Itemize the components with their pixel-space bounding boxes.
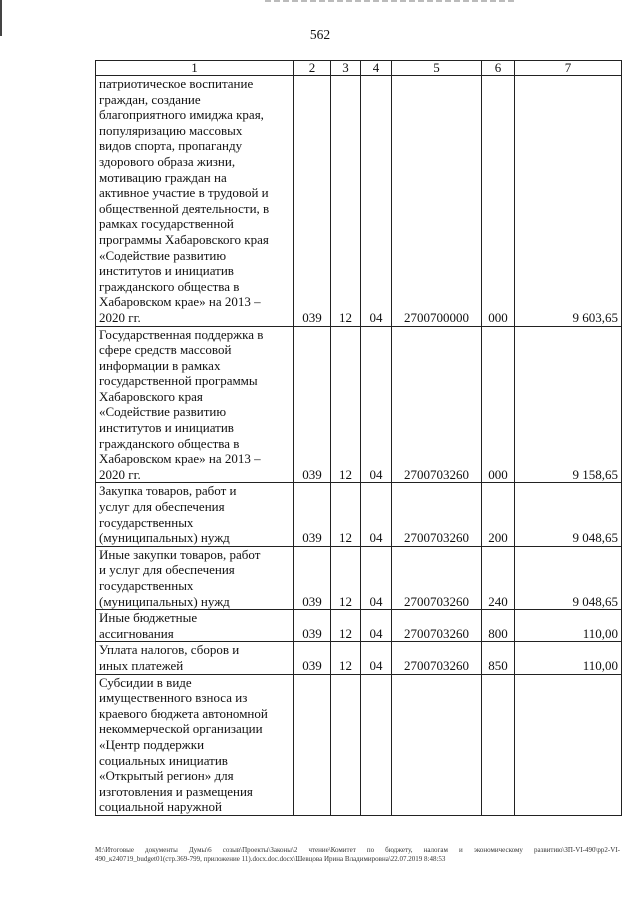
description-line: услуг для обеспечения [99, 499, 225, 515]
description-line: иных платежей [99, 657, 184, 673]
description-line: видов спорта, пропаганду [99, 138, 243, 154]
scan-top-artifact [265, 0, 515, 2]
gov-code-cell: 039 [294, 642, 331, 674]
expense-type-cell: 800 [482, 610, 515, 642]
subsection-cell: 04 [361, 326, 392, 483]
description-line: институтов и инициатив [99, 263, 234, 279]
section-cell: 12 [331, 642, 361, 674]
expense-type-cell: 240 [482, 546, 515, 609]
section-cell: 12 [331, 76, 361, 327]
target-article-cell [392, 674, 482, 815]
description-line: Закупка товаров, работ и [99, 483, 237, 499]
file-path-footer: M:\Итоговые документы Думы\6 созыв\Проекты\Законы\2 чтение\Комитет по бюджету, налогам и экономическому развитию\ЗП-VI-490\рр2-VI-490_к240719_budget01(стр.369-799, приложение 11).docx.doc.docx\Шевцова Ирина Владимировна\22.07.2019 8:48:53 [95, 846, 620, 863]
description-line: 2020 гг. [99, 309, 141, 325]
description-line: 2020 гг. [99, 466, 141, 482]
table-row [96, 642, 622, 674]
description-line: государственных [99, 514, 194, 530]
section-cell: 12 [331, 326, 361, 483]
subsection-cell: 04 [361, 610, 392, 642]
description-line: популяризацию массовых [99, 122, 243, 138]
gov-code-cell [294, 674, 331, 815]
row-description [96, 326, 294, 483]
amount-cell: 9 158,65 [515, 326, 622, 483]
col-header-4: 4 [361, 61, 392, 76]
description-line: Государственная поддержка в [99, 326, 264, 342]
table-row [96, 674, 622, 815]
table-row [96, 483, 622, 546]
expense-type-cell: 850 [482, 642, 515, 674]
section-cell: 12 [331, 546, 361, 609]
row-description [96, 546, 294, 609]
expense-type-cell [482, 674, 515, 815]
description-line: здорового образа жизни, [99, 153, 236, 169]
description-line: краевого бюджета автономной [99, 705, 268, 721]
col-header-5: 5 [392, 61, 482, 76]
section-cell: 12 [331, 483, 361, 546]
description-line: имущественного взноса из [99, 690, 248, 706]
col-header-3: 3 [331, 61, 361, 76]
amount-cell: 9 048,65 [515, 483, 622, 546]
section-cell [331, 674, 361, 815]
description-line: Иные закупки товаров, работ [99, 546, 261, 562]
table-body [96, 76, 622, 816]
description-line: гражданского общества в [99, 435, 240, 451]
budget-table [95, 60, 622, 816]
expense-type-cell: 000 [482, 76, 515, 327]
description-line: «Содействие развитию [99, 247, 227, 263]
amount-cell: 9 048,65 [515, 546, 622, 609]
page-number: 562 [309, 27, 331, 42]
target-article-cell: 2700703260 [392, 483, 482, 546]
row-description [96, 642, 294, 674]
description-line: «Центр поддержки [99, 736, 205, 752]
target-article-cell: 2700700000 [392, 76, 482, 327]
row-description [96, 483, 294, 546]
description-line: Хабаровском крае» на 2013 – [99, 294, 261, 310]
description-line: информации в рамках [99, 357, 221, 373]
subsection-cell: 04 [361, 546, 392, 609]
subsection-cell [361, 674, 392, 815]
gov-code-cell: 039 [294, 483, 331, 546]
description-line: благоприятного имиджа края, [99, 107, 264, 123]
amount-cell: 110,00 [515, 610, 622, 642]
description-line: граждан, создание [99, 91, 201, 107]
description-line: «Открытый регион» для [99, 768, 234, 784]
description-line: «Содействие развитию [99, 404, 227, 420]
gov-code-cell: 039 [294, 326, 331, 483]
col-header-1: 1 [96, 61, 294, 76]
description-line: рамках государственной [99, 216, 234, 232]
description-line: государственной программы [99, 373, 258, 389]
row-description [96, 674, 294, 815]
description-line: изготовления и размещения [99, 783, 253, 799]
description-line: Субсидии в виде [99, 674, 192, 690]
amount-cell: 110,00 [515, 642, 622, 674]
description-line: гражданского общества в [99, 278, 240, 294]
description-line: ассигнования [99, 625, 174, 641]
expense-type-cell: 000 [482, 326, 515, 483]
description-line: и услуг для обеспечения [99, 562, 235, 578]
amount-cell: 9 603,65 [515, 76, 622, 327]
table-row [96, 546, 622, 609]
table-row [96, 326, 622, 483]
col-header-6: 6 [482, 61, 515, 76]
description-line: мотивацию граждан на [99, 169, 227, 185]
gov-code-cell: 039 [294, 546, 331, 609]
subsection-cell: 04 [361, 642, 392, 674]
subsection-cell: 04 [361, 483, 392, 546]
col-header-2: 2 [294, 61, 331, 76]
description-line: Хабаровском крае» на 2013 – [99, 451, 261, 467]
header-row [96, 61, 622, 76]
row-description [96, 76, 294, 327]
description-line: социальной наружной [99, 799, 222, 815]
description-line: Хабаровского края [99, 388, 203, 404]
description-line: (муниципальных) нужд [99, 530, 230, 546]
description-line: институтов и инициатив [99, 420, 234, 436]
description-line: программы Хабаровского края [99, 231, 269, 247]
description-line: активное участие в трудовой и [99, 185, 269, 201]
description-line: государственных [99, 578, 194, 593]
subsection-cell: 04 [361, 76, 392, 327]
target-article-cell: 2700703260 [392, 610, 482, 642]
expense-type-cell: 200 [482, 483, 515, 546]
table-row [96, 76, 622, 327]
gov-code-cell: 039 [294, 610, 331, 642]
table-row [96, 610, 622, 642]
col-header-7: 7 [515, 61, 622, 76]
target-article-cell: 2700703260 [392, 546, 482, 609]
description-line: (муниципальных) нужд [99, 593, 230, 609]
description-line: некоммерческой организации [99, 721, 263, 737]
description-line: сфере средств массовой [99, 342, 232, 358]
section-cell: 12 [331, 610, 361, 642]
description-line: социальных инициатив [99, 752, 228, 768]
description-line: Уплата налогов, сборов и [99, 642, 240, 658]
description-line: общественной деятельности, в [99, 200, 270, 216]
row-description [96, 610, 294, 642]
target-article-cell: 2700703260 [392, 326, 482, 483]
target-article-cell: 2700703260 [392, 642, 482, 674]
amount-cell [515, 674, 622, 815]
description-line: Иные бюджетные [99, 610, 198, 626]
gov-code-cell: 039 [294, 76, 331, 327]
description-line: патриотическое воспитание [99, 76, 254, 91]
